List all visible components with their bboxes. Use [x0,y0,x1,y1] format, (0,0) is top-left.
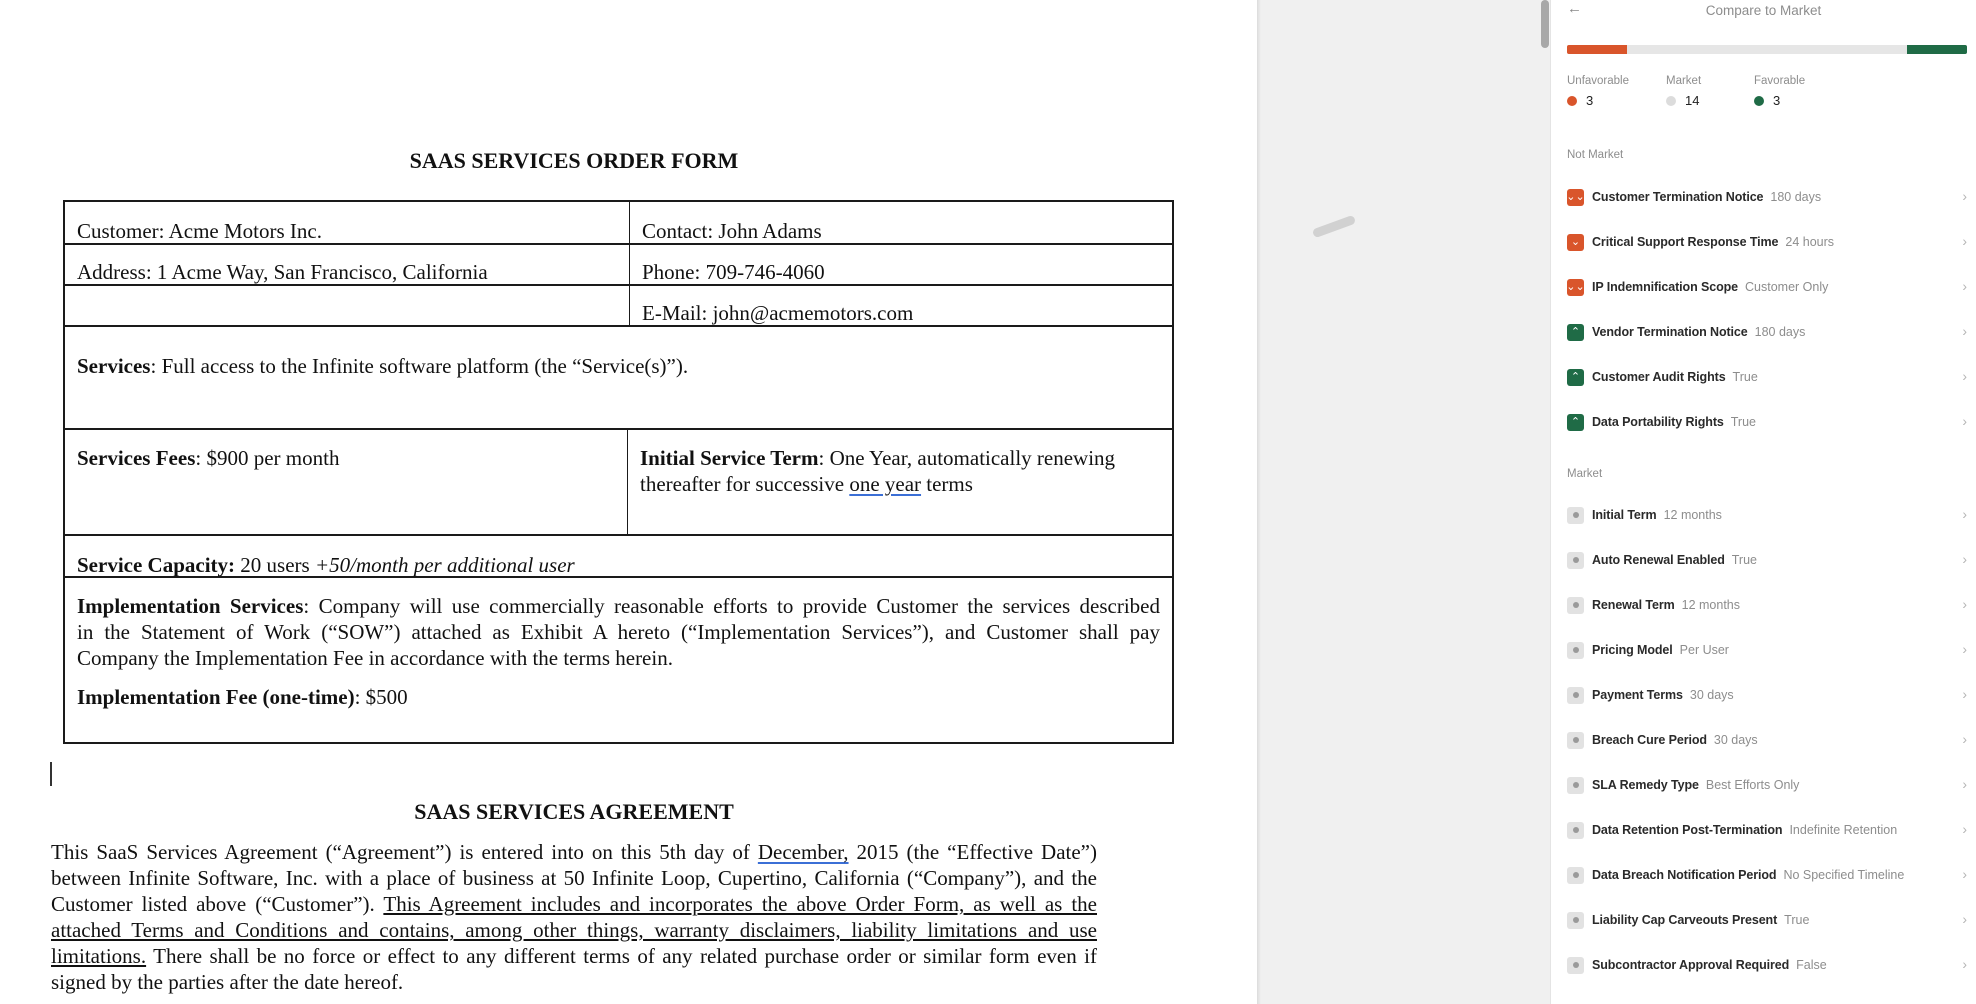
services-text: : Full access to the Infinite software platform (the “Service(s)”). [150,354,689,378]
smudge-mark [1312,215,1356,239]
implementation-services-line1 [77,593,1160,619]
double-chevron-down-icon: ⌄⌄ [1567,279,1584,296]
address-field: Address: 1 Acme Way, San Francisco, California [77,260,488,284]
implementation-fee-row [77,684,408,710]
back-arrow-icon[interactable]: ← [1567,0,1582,17]
implementation-fee-label: Implementation Fee (one-time) [77,685,355,709]
legend-favorable [1754,75,1805,108]
services-fees-row [77,445,339,471]
favorable-dot-icon [1754,96,1764,106]
clause-name: Data Portability Rights [1592,415,1724,429]
implementation-services-label: Implementation Services [77,594,304,618]
clause-name: Payment Terms [1592,688,1683,702]
clause-value: Per User [1679,643,1729,657]
market-section-label: Market [1567,468,1603,480]
neutral-dot-icon [1567,597,1584,614]
clause-value: False [1796,958,1827,972]
clause-value: 30 days [1713,733,1758,747]
market-clause-row[interactable] [1567,590,1967,620]
market-clause-row[interactable] [1567,950,1967,980]
compare-to-market-panel [1550,0,1976,1004]
email-field: E-Mail: john@acmemotors.com [642,301,914,325]
clause-name: Subcontractor Approval Required [1592,958,1790,972]
spellcheck-december[interactable]: December, [757,840,849,864]
service-capacity-label: Service Capacity: [77,553,236,577]
market-clause-row[interactable] [1567,545,1967,575]
initial-term-row [640,445,1115,471]
distribution-segment-unfavorable [1567,45,1627,54]
market-clause-row[interactable] [1567,680,1967,710]
clause-name: IP Indemnification Scope [1592,280,1739,294]
chevron-right-icon: › [1962,731,1967,747]
market-clause-row[interactable] [1567,905,1967,935]
market-dot-icon [1666,96,1676,106]
chevron-down-icon: ⌄ [1567,234,1584,251]
legend-favorable-label: Favorable [1754,75,1806,87]
market-clause-row[interactable] [1567,635,1967,665]
clause-name: Liability Cap Carveouts Present [1592,913,1778,927]
agreement-text-1: This SaaS Services Agreement (“Agreement”) is entered into on this 5th day of [51,840,758,864]
chevron-right-icon: › [1962,233,1967,249]
chevron-right-icon: › [1962,596,1967,612]
order-form-table [63,200,1174,744]
legend-unfavorable [1567,75,1629,108]
order-form-title: SAAS SERVICES ORDER FORM [409,148,739,173]
chevron-up-icon: ⌃ [1567,414,1584,431]
market-clause-row[interactable] [1567,815,1967,845]
clause-value: 12 months [1681,598,1741,612]
chevron-right-icon: › [1962,776,1967,792]
implementation-services-line2: in the Statement of Work (“SOW”) attached as Exhibit A hereto (“Implementation Services”), and Customer shall pay [77,620,1160,644]
legend-favorable-count: 3 [1773,93,1781,108]
clause-name: Pricing Model [1592,643,1673,657]
spellcheck-one-year[interactable]: one year [849,472,922,496]
legend-market [1666,75,1701,108]
chevron-right-icon: › [1962,956,1967,972]
clause-value: True [1730,415,1756,429]
not-market-clause-row[interactable] [1567,317,1967,347]
services-fees-text: : $900 per month [195,446,340,470]
not-market-clause-row[interactable] [1567,182,1967,212]
clause-name: Data Retention Post-Termination [1592,823,1783,837]
chevron-right-icon: › [1962,413,1967,429]
clause-value: True [1731,553,1757,567]
chevron-right-icon: › [1962,506,1967,522]
chevron-right-icon: › [1962,551,1967,567]
service-capacity-row [77,552,575,578]
legend-market-count: 14 [1685,93,1700,108]
distribution-segment-market [1627,45,1907,54]
initial-term-line2a: thereafter for successive [640,472,850,496]
clause-name: Customer Termination Notice [1592,190,1764,204]
not-market-clause-row[interactable] [1567,272,1967,302]
initial-term-line2 [640,471,973,497]
agreement-underlined-text: This Agreement includes and incorporates the above Order Form, as well as the attached Terms and Conditions and contains, among other things, warranty disclaimers, liability limitations and use limitations. [51,892,1097,968]
service-capacity-extra: +50/month per additional user [314,553,575,577]
market-clause-row[interactable] [1567,500,1967,530]
chevron-right-icon: › [1962,686,1967,702]
legend-unfavorable-count: 3 [1586,93,1594,108]
service-capacity-text: 20 users [235,553,310,577]
clause-value: 180 days [1754,325,1806,339]
not-market-clause-row[interactable] [1567,407,1967,437]
clause-value: 12 months [1663,508,1722,522]
neutral-dot-icon [1567,912,1584,929]
not-market-section-label: Not Market [1567,149,1624,161]
not-market-clause-row[interactable] [1567,362,1967,392]
text-cursor [50,762,52,786]
chevron-up-icon: ⌃ [1567,369,1584,386]
clause-name: Initial Term [1592,508,1657,522]
neutral-dot-icon [1567,552,1584,569]
neutral-dot-icon [1567,687,1584,704]
agreement-text-3: There shall be no force or effect to any different terms of any related purchase order or similar form even if signed by the parties after the date hereof. [51,944,1097,994]
implementation-services-line3: Company the Implementation Fee in accordance with the terms herein. [77,646,673,670]
clause-value: Indefinite Retention [1789,823,1898,837]
market-clause-row[interactable] [1567,725,1967,755]
distribution-bar [1567,45,1967,54]
double-chevron-down-icon: ⌄⌄ [1567,189,1584,206]
scrollbar-thumb[interactable] [1541,0,1549,48]
neutral-dot-icon [1567,867,1584,884]
clause-name: SLA Remedy Type [1592,778,1699,792]
neutral-dot-icon [1567,732,1584,749]
clause-value: True [1784,913,1810,927]
document-gutter [1257,0,1550,1004]
implementation-fee-text: : $500 [354,685,408,709]
neutral-dot-icon [1567,642,1584,659]
chevron-right-icon: › [1962,323,1967,339]
contact-field: Contact: John Adams [642,219,822,243]
services-label: Services [77,354,151,378]
chevron-right-icon: › [1962,821,1967,837]
gutter-shadow [1257,0,1261,1004]
clause-value: True [1732,370,1758,384]
clause-name: Auto Renewal Enabled [1592,553,1725,567]
distribution-segment-favorable [1907,45,1967,54]
agreement-text-2: 2015 (the “Effective Date”) between Infinite Software, Inc. with a place of business at 50 Infinite Loop, Cupertino, California (“Company”), and the Customer listed above (“Customer”). [51,840,1097,916]
phone-field: Phone: 709-746-4060 [642,260,825,284]
clause-value: 24 hours [1785,235,1835,249]
services-fees-label: Services Fees [77,446,196,470]
chevron-right-icon: › [1962,278,1967,294]
clause-name: Renewal Term [1592,598,1675,612]
agreement-paragraph [51,839,1097,995]
chevron-right-icon: › [1962,188,1967,204]
neutral-dot-icon [1567,957,1584,974]
services-row [77,353,688,379]
clause-value: 180 days [1770,190,1822,204]
neutral-dot-icon [1567,507,1584,524]
market-clause-row[interactable] [1567,860,1967,890]
clause-name: Data Breach Notification Period [1592,868,1777,882]
panel-title: Compare to Market [1705,3,1822,18]
customer-field: Customer: Acme Motors Inc. [77,219,322,243]
clause-name: Vendor Termination Notice [1592,325,1748,339]
chevron-right-icon: › [1962,911,1967,927]
neutral-dot-icon [1567,777,1584,794]
legend-unfavorable-label: Unfavorable [1567,75,1630,87]
initial-term-text: : One Year, automatically renewing [818,446,1116,470]
chevron-right-icon: › [1962,641,1967,657]
initial-term-label: Initial Service Term [640,446,819,470]
clause-value: Best Efforts Only [1705,778,1800,792]
unfavorable-dot-icon [1567,96,1577,106]
clause-value: 30 days [1689,688,1734,702]
market-clause-row[interactable] [1567,770,1967,800]
neutral-dot-icon [1567,822,1584,839]
clause-name: Breach Cure Period [1592,733,1707,747]
initial-term-line2c: terms [921,472,973,496]
chevron-right-icon: › [1962,866,1967,882]
clause-value: No Specified Timeline [1783,868,1905,882]
chevron-up-icon: ⌃ [1567,324,1584,341]
clause-name: Customer Audit Rights [1592,370,1726,384]
legend-market-label: Market [1666,75,1702,87]
not-market-clause-row[interactable] [1567,227,1967,257]
clause-value: Customer Only [1745,280,1829,294]
implementation-services-text1: : Company will use commercially reasonable efforts to provide Customer the services described [303,594,1160,618]
clause-name: Critical Support Response Time [1592,235,1779,249]
chevron-right-icon: › [1962,368,1967,384]
agreement-title: SAAS SERVICES AGREEMENT [414,799,734,824]
